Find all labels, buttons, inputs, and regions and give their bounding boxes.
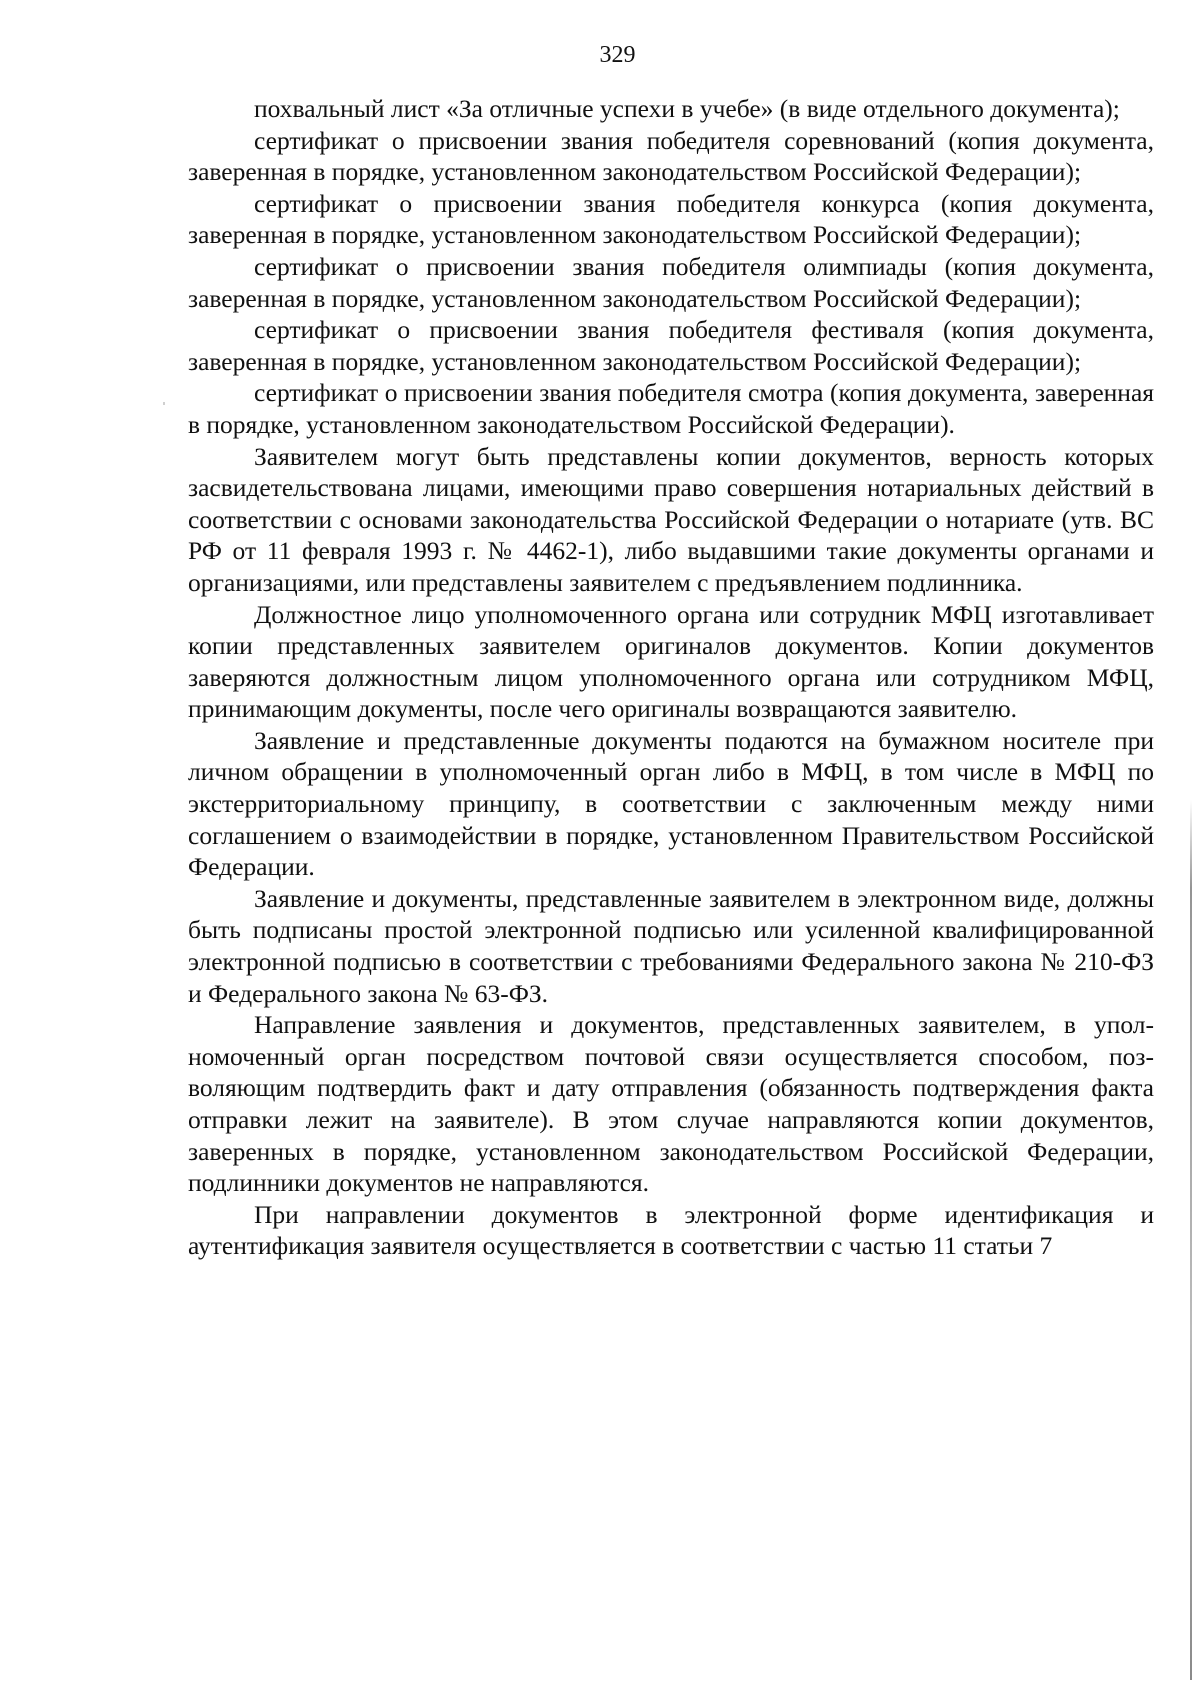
paragraph: сертификат о присвоении звания победителя смотра (копия документа, заверенная в порядке, установленном законодательством Российской Федерации). bbox=[188, 378, 1154, 439]
document-body bbox=[188, 93, 1154, 1262]
paragraph: Направление заявления и документов, представленных заявителем, в уполномоченный орган посредством почтовой связи осуществляется способом, позволяющим подтвердить факт и дату отправления (обязанность подтверждения факта отправки лежит на заявителе). В этом случае направляются копии документов, заверенных в порядке, установленном законодательством Российской Федерации, подлинники документов не направляются. bbox=[188, 1010, 1154, 1198]
paragraph: сертификат о присвоении звания победителя олимпиады (копия документа, заверенная в порядке, установленном законодательством Российской Федерации); bbox=[188, 251, 1154, 313]
scan-edge-shadow bbox=[1190, 800, 1192, 1680]
paragraph: похвальный лист «За отличные успехи в учебе» (в виде отдельного документа); bbox=[254, 94, 1120, 123]
paragraph: сертификат о присвоении звания победителя соревнований (копия документа, заверенная в порядке, установленном законодательством Российской Федерации); bbox=[188, 125, 1154, 187]
paragraph: сертификат о присвоении звания победителя фестиваля (копия документа, заверенная в порядке, установленном законодательством Российской Федерации); bbox=[188, 315, 1154, 376]
paragraph: Заявление и представленные документы подаются на бумажном носителе при личном обращении в уполномоченный орган либо в МФЦ, в том числе в МФЦ по экстерриториальному принципу, в соответствии с заключенным между ними соглашением о взаимодействии в порядке, установленном Правительством Российской Федерации. bbox=[188, 725, 1154, 882]
scan-artifact bbox=[163, 402, 165, 405]
paragraph: сертификат о присвоении звания победителя конкурса (копия документа, заверенная в порядке, установленном законодательством Российской Федерации); bbox=[188, 188, 1154, 250]
paragraph: Заявителем могут быть представлены копии документов, верность которых засвидетельствована лицами, имеющими право совершения нотариальных действий в соответствии с основами законодательства Российской Федерации о нотариате (утв. ВС РФ от 11 февраля 1993 г. № 4462-1), либо выдавшими такие документы органами и организациями, или представлены заявителем с предъявлением подлинника. bbox=[188, 441, 1154, 597]
paragraph: Заявление и документы, представленные заявителем в электронном виде, должны быть подписаны простой электронной подписью или усиленной квалифицированной электронной подписью в соответствии с требованиями Федерального закона № 210-ФЗ и Федерального закона № 63-ФЗ. bbox=[188, 883, 1154, 1008]
page-number: 329 bbox=[599, 42, 636, 68]
paragraph: Должностное лицо уполномоченного органа или сотрудник МФЦ изготавливает копии представленных заявителем оригиналов документов. Копии документов заверяются должностным лицом уполномоченного органа или сотрудником МФЦ, принимающим документы, после чего оригиналы возвращаются заявителю. bbox=[188, 599, 1154, 724]
paragraph: При направлении документов в электронной форме идентификация и аутентификация заявителя осуществляется в соответствии с частью 11 статьи 7 bbox=[188, 1199, 1154, 1261]
